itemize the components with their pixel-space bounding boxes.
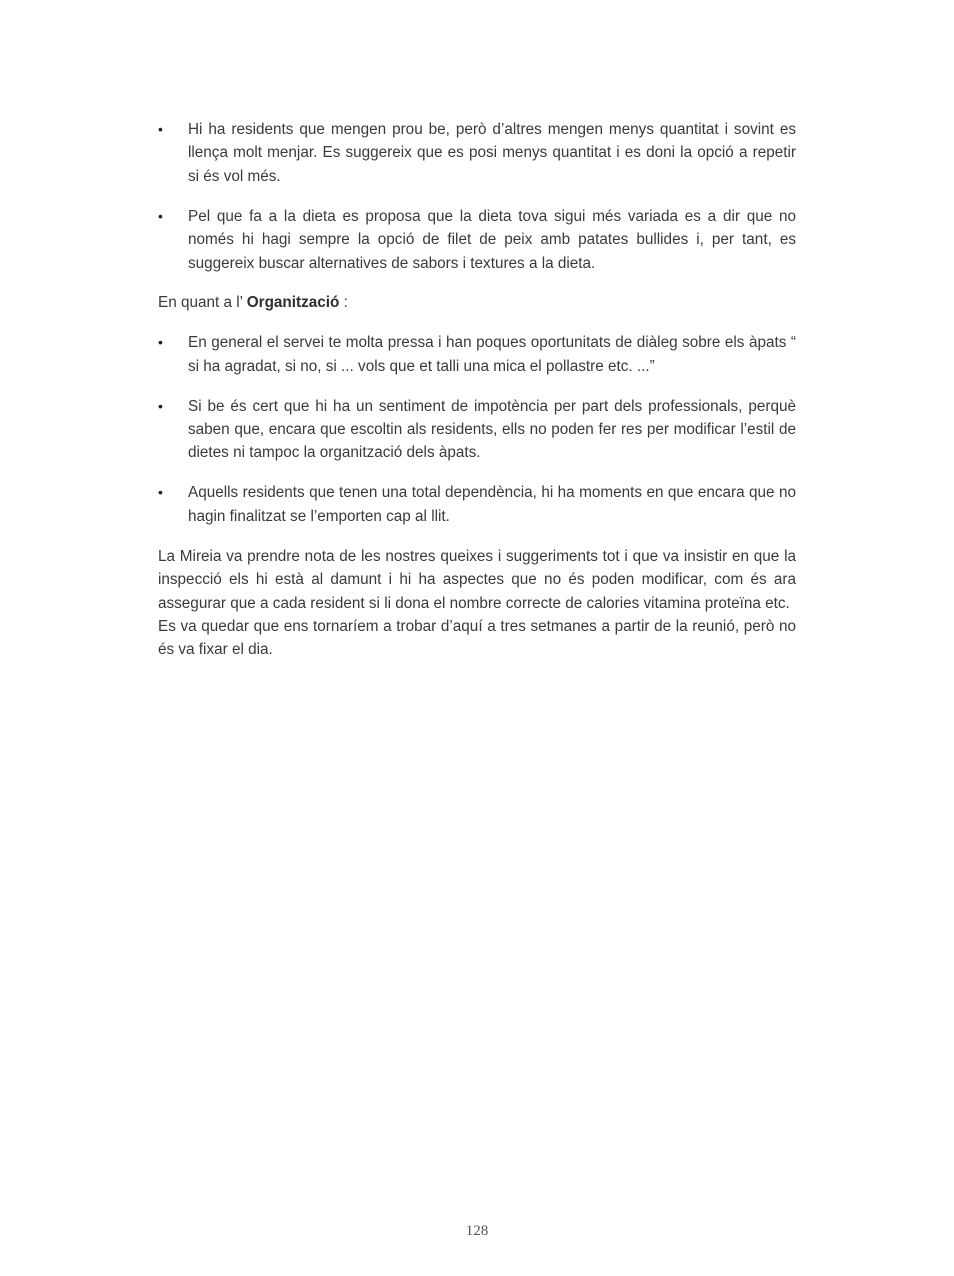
list-item xyxy=(158,331,796,378)
bullet-icon: • xyxy=(158,121,163,137)
page-content xyxy=(158,118,796,662)
bullet-icon: • xyxy=(158,484,163,501)
list-item-text: Si be és cert que hi ha un sentiment de impotència per part dels professionals, perquè saben que, encara que escoltin als residents, ells no poden fer res per modificar l’estil de dietes ni tampoc la organització dels àpats. xyxy=(188,397,796,462)
bullet-list-organization xyxy=(158,331,796,528)
page-number: 128 xyxy=(465,1223,489,1239)
section-intro xyxy=(158,291,796,314)
list-item xyxy=(158,205,796,275)
bullet-icon: • xyxy=(158,397,163,414)
section-heading: Organització xyxy=(246,294,340,312)
bullet-icon: • xyxy=(158,334,163,351)
bullet-list-menu xyxy=(158,118,796,275)
list-item xyxy=(158,395,796,465)
closing-paragraph: La Mireia va prendre nota de les nostres queixes i suggeriments tot i que va insistir en que la inspecció els hi està al damunt i hi ha aspectes que no és poden modificar, com és ara assegurar que a cada resident si li dona el nombre correcte de calories vitamina proteïna etc. xyxy=(158,547,796,612)
list-item-text: Aquells residents que tenen una total dependència, hi ha moments en que encara que no hagin finalitzat se l’emporten cap al llit. xyxy=(188,484,796,525)
list-item xyxy=(158,481,796,528)
bullet-icon: • xyxy=(158,207,163,224)
list-item xyxy=(158,118,796,188)
list-item-text: Hi ha residents que mengen prou be, però d’altres mengen menys quantitat i sovint es llença molt menjar. Es suggereix que es posi menys quantitat i es doni la opció a repetir si és vol més. xyxy=(188,121,796,185)
list-item-text: En general el servei te molta pressa i han poques oportunitats de diàleg sobre els àpats “ si ha agradat, si no, si ... vols que et talli una mica el pollastre etc. ...” xyxy=(188,334,796,375)
intro-suffix: : xyxy=(339,294,348,312)
closing-paragraph: Es va quedar que ens tornaríem a trobar d’aquí a tres setmanes a partir de la reunió, però no és va fixar el dia. xyxy=(158,617,796,659)
intro-prefix: En quant a l’ xyxy=(158,294,247,312)
list-item-text: Pel que fa a la dieta es proposa que la dieta tova sigui més variada es a dir que no només hi hagi sempre la opció de filet de peix amb patates bullides i, per tant, es suggereix buscar alternatives de sabors i textures a la dieta. xyxy=(188,207,796,272)
